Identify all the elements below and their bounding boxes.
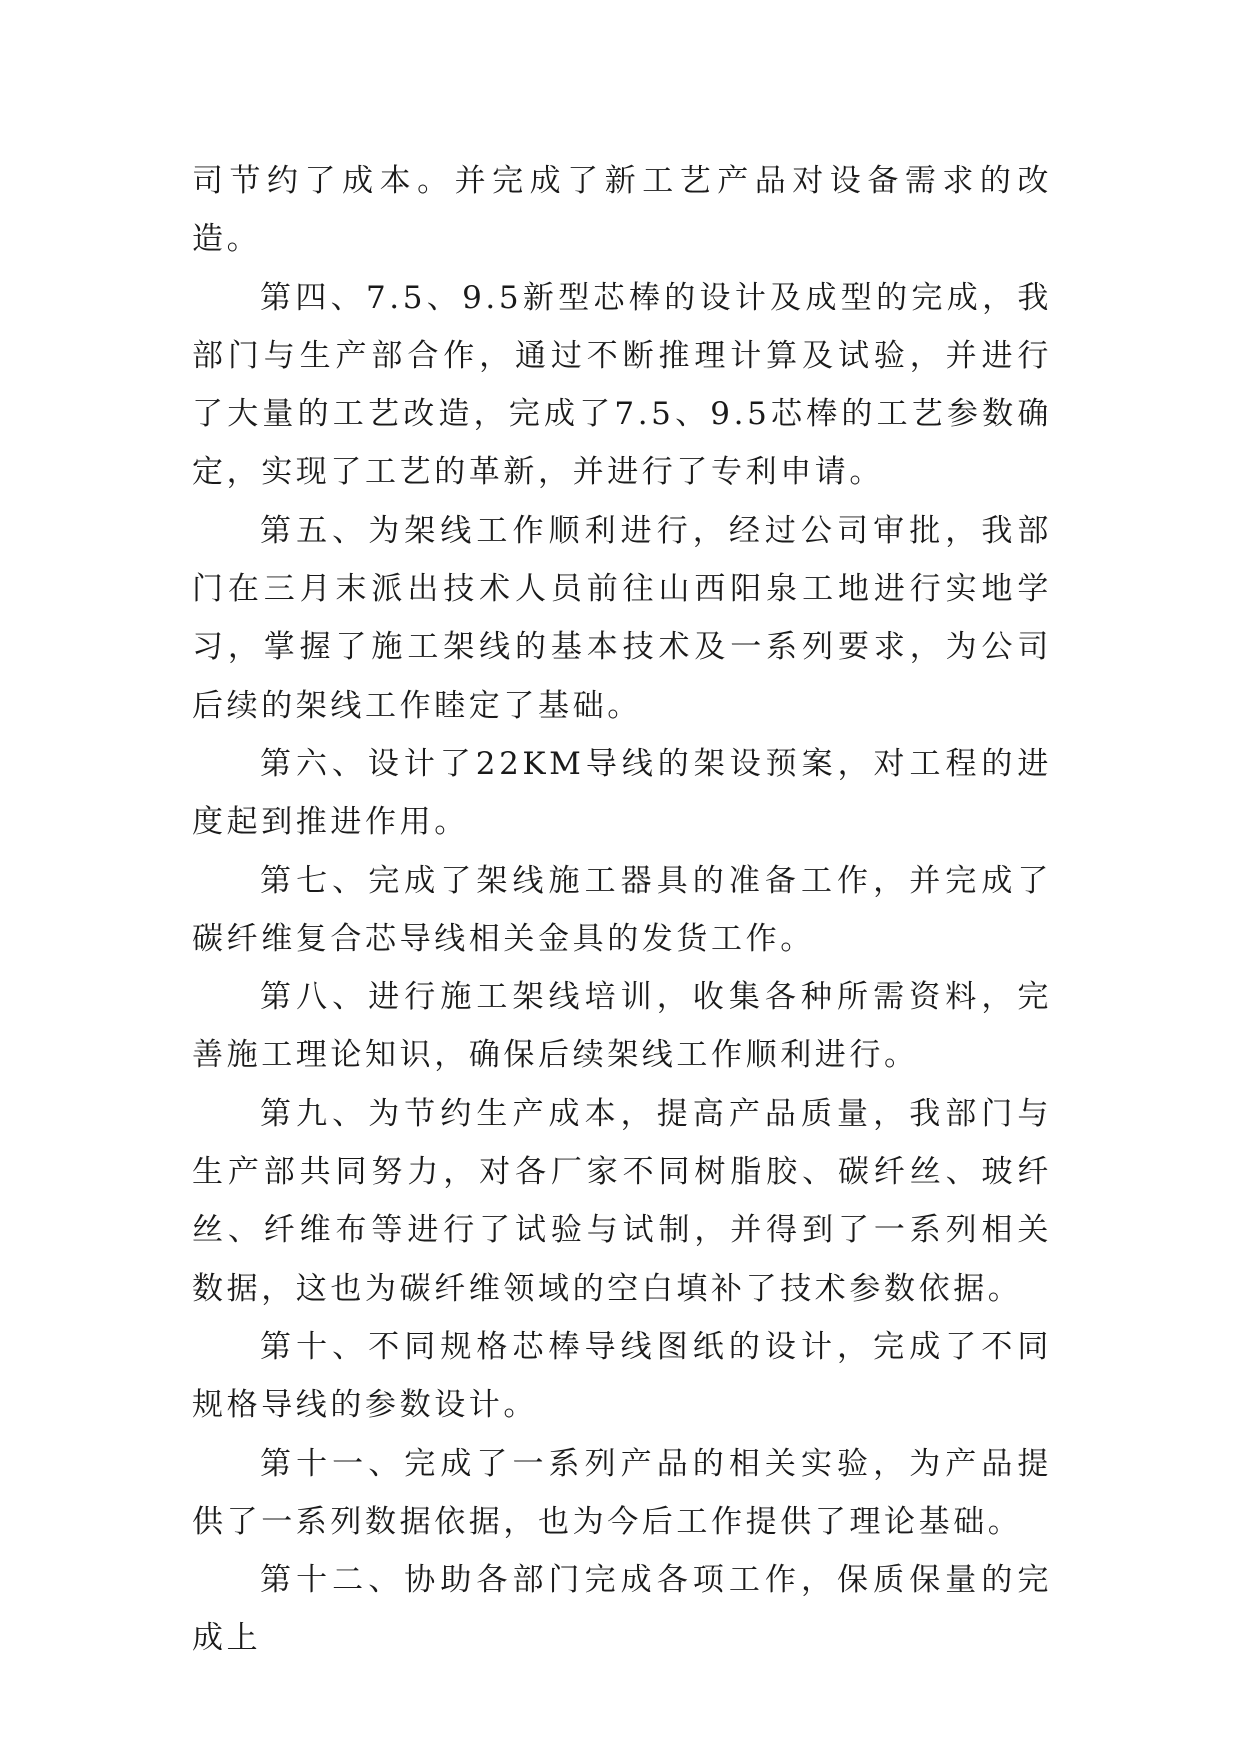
paragraph-item-10: 第十、不同规格芯棒导线图纸的设计，完成了不同规格导线的参数设计。	[192, 1328, 1052, 1424]
paragraph-item-6: 第六、设计了22KM导线的架设预案，对工程的进度起到推进作用。	[192, 745, 1052, 841]
paragraph-item-12: 第十二、协助各部门完成各项工作，保质保量的完成上	[192, 1562, 1052, 1657]
paragraph-item-5: 第五、为架线工作顺利进行，经过公司审批，我部门在三月末派出技术人员前往山西阳泉工地进行实地学习，掌握了施工架线的基本技术及一系列要求，为公司后续的架线工作睦定了基础。	[192, 512, 1052, 724]
paragraph-item-11: 第十一、完成了一系列产品的相关实验，为产品提供了一系列数据依据，也为今后工作提供了理论基础。	[192, 1445, 1052, 1540]
document-page	[192, 152, 1052, 1668]
paragraph-item-8: 第八、进行施工架线培训，收集各种所需资料，完善施工理论知识，确保后续架线工作顺利进行。	[192, 979, 1052, 1074]
paragraph-item-7: 第七、完成了架线施工器具的准备工作，并完成了碳纤维复合芯导线相关金具的发货工作。	[192, 862, 1052, 957]
paragraph-item-9: 第九、为节约生产成本，提高产品质量，我部门与生产部共同努力，对各厂家不同树脂胶、碳纤丝、玻纤丝、纤维布等进行了试验与试制，并得到了一系列相关数据，这也为碳纤维领域的空白填补了技术参数依据。	[192, 1095, 1052, 1307]
paragraph-item-4: 第四、7.5、9.5新型芯棒的设计及成型的完成，我部门与生产部合作，通过不断推理计算及试验，并进行了大量的工艺改造，完成了7.5、9.5芯棒的工艺参数确定，实现了工艺的革新，并进行了专利申请。	[192, 279, 1052, 491]
paragraph-continuation: 司节约了成本。并完成了新工艺产品对设备需求的改造。	[192, 163, 1052, 258]
